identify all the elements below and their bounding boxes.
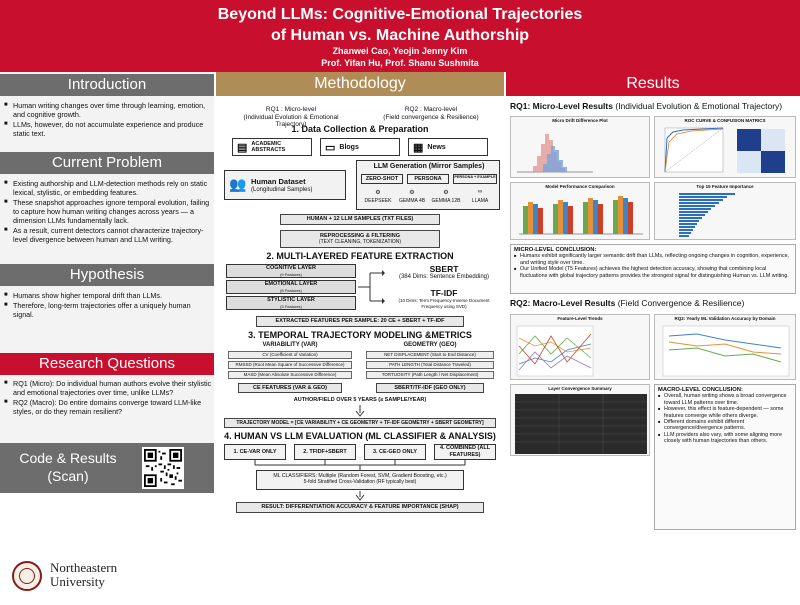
results-heading: Results [506, 72, 800, 96]
source-news [408, 138, 488, 156]
eval-ce-geo: 3. CE-GEO ONLY [364, 444, 426, 460]
author-field-label: AUTHOR/FIELD OVER 5 YEARS (≥ SAMPLE/YEAR) [293, 397, 427, 403]
rq2-results-sub: (Field Convergence & Resilience) [617, 298, 745, 308]
feature-trends-title: Feature-Level Trends [557, 316, 603, 321]
university-name-line1: Northeastern [50, 560, 118, 575]
problem-list [4, 179, 212, 245]
stylistic-layer-label: STYLISTIC LAYER [267, 297, 315, 303]
layer-convergence-panel [510, 384, 650, 456]
rq-item: ■ RQ1 (Micro): Do individual human authors evolve their stylistic and emotional trajectories over time, unlike LLMs? [4, 379, 212, 397]
step4-title: 4. HUMAN VS LLM EVALUATION (ML CLASSIFIER & ANALYSIS) [224, 431, 496, 441]
model-deepseek: DEEPSEEK [364, 198, 392, 204]
llm-generation-box [356, 160, 500, 210]
macro-conclusion [654, 384, 796, 530]
sbert-sub: (384 Dims: Sentence Embedding) [398, 274, 490, 280]
micro-conclusion [510, 244, 796, 294]
poster-header [0, 0, 800, 72]
model-gemma12b: GEMMA 12B [431, 198, 461, 204]
var-metric-masd: MASD (Mean Absolute Successive Difference) [228, 371, 352, 379]
eval-ce-var: 1. CE-VAR ONLY [224, 444, 286, 460]
newspaper-icon: ▦ [413, 141, 424, 154]
model-icon: ⚙ [375, 190, 381, 196]
feature-importance-panel [654, 182, 796, 240]
cognitive-layer-sub: (9 Features) [280, 272, 302, 277]
geo-metric-tortuosity: TORTUOSITY (Path Length / Net Displacement) [366, 371, 494, 379]
result-bar: RESULT: DIFFERENTIATION ACCURACY & FEATURE IMPORTANCE (SHAP) [236, 502, 484, 513]
poster-title-line2: of Human vs. Machine Authorship [270, 27, 530, 44]
micro-drift-plot [510, 116, 650, 178]
micro-drift-histogram [515, 126, 595, 176]
cognitive-layer [226, 264, 356, 278]
macro-conclusion-item: ■ LLM providers also vary, with some aligning more closely with human trajectories than others. [658, 432, 792, 445]
step1-title: 1. Data Collection & Preparation [291, 124, 429, 134]
zero-shot-box: ZERO-SHOT [361, 174, 403, 184]
source-abstracts-label: ACADEMIC ABSTRACTS [251, 141, 286, 153]
hypothesis-list [4, 291, 212, 320]
rq1-subtitle: (Individual Evolution & Emotional Trajectory) [243, 113, 339, 128]
emotional-layer [226, 280, 356, 294]
down-arrow-icon [355, 405, 365, 417]
persona-example-box: PERSONA + EXAMPLE [453, 174, 497, 184]
feature-trends-panel [510, 314, 650, 380]
samples-bar: HUMAN + 12 LLM SAMPLES (TXT FILES) [280, 214, 440, 225]
rq1-title: RQ1 : Micro-level [265, 106, 317, 113]
roc-confusion-title: ROC CURVE & CONFUSION MATRICS [684, 118, 766, 123]
tfidf-label: TF-IDF [430, 288, 458, 298]
research-questions-heading: Research Questions [0, 353, 214, 375]
human-dataset-sub: (Longitudinal Samples) [251, 187, 313, 193]
rq2-subtitle: (Field convergence & Resilience) [383, 113, 479, 121]
rq1-results-label: RQ1: Micro-Level Results [510, 101, 613, 111]
human-dataset-label: Human Dataset [251, 177, 306, 186]
methodology-heading: Methodology [216, 72, 504, 96]
stylistic-layer [226, 296, 356, 310]
methodology-column [216, 72, 504, 533]
intro-list [4, 101, 212, 139]
ml-classifiers-label: ML CLASSIFIERS: Multiple (Random Forest, SVM, Gradient Boosting, etc.) [273, 473, 447, 479]
intro-heading: Introduction [0, 74, 214, 96]
model-icon: ⚙ [443, 190, 449, 196]
geometry-title: GEOMETRY (GEO) [403, 342, 457, 348]
rq2-title: RQ2 : Macro-level [404, 106, 458, 113]
source-abstracts [232, 138, 312, 156]
book-icon: ▤ [237, 141, 248, 154]
rq1-results-title [510, 101, 782, 111]
eval-connector-icon [224, 460, 496, 470]
reprocessing-box [280, 230, 440, 248]
emotional-layer-sub: (8 Features) [280, 288, 302, 293]
results-column [506, 72, 800, 533]
advisors: Prof. Yifan Hu, Prof. Shanu Sushmita [321, 58, 479, 68]
feature-importance-bars [659, 192, 739, 238]
llm-models-row [361, 189, 497, 207]
micro-conclusion-title: MICRO-LEVEL CONCLUSION: [514, 247, 597, 253]
model-icon: ∞ [477, 189, 483, 195]
ce-features-bar: CE FEATURES (VAR & GEO) [238, 383, 342, 393]
roc-confusion-panel [654, 116, 796, 178]
sbert-block [388, 264, 500, 280]
eval-tfidf-sbert: 2. TFIDF+SBERT [294, 444, 356, 460]
code-results-section [0, 443, 214, 493]
problem-heading: Current Problem [0, 152, 214, 174]
rq2-label [376, 106, 486, 121]
human-dataset-box [224, 170, 346, 200]
problem-item: ■ As a result, current detectors cannot characterize trajectory-level divergence between human and LLM writing. [4, 226, 212, 244]
feature-trends-chart [515, 324, 595, 378]
model-performance-title: Model Performance Comparison [545, 184, 615, 189]
rq1-results-sub: (Individual Evolution & Emotional Trajectory) [615, 101, 783, 111]
macro-conclusion-title: MACRO-LEVEL CONCLUSION: [658, 387, 743, 393]
macro-conclusion-item: ■ However, this effect is feature-dependent — some features converge while others diverge. [658, 406, 792, 419]
monitor-icon: ▭ [325, 141, 336, 154]
source-news-label: News [427, 143, 446, 151]
stylistic-layer-sub: (3 Features) [280, 304, 302, 309]
model-llama: LLAMA [471, 198, 489, 204]
university-seal-icon [12, 561, 42, 591]
authors: Zhanwei Cao, Yeojin Jenny Kim [332, 46, 468, 56]
variability-title: VARIABILITY (VAR) [262, 342, 318, 348]
yearly-accuracy-panel [654, 314, 796, 380]
micro-drift-title: Micro Drift Difference Plot [552, 118, 608, 123]
reprocessing-sub: (TEXT CLEANING, TOKENIZATION) [318, 239, 402, 245]
feature-importance-title: Top 15 Feature Importance [696, 184, 754, 189]
extraction-arrow-icon [356, 267, 386, 309]
ml-classifiers-sub: 5-fold Stratified Cross-Validation (RF typically best) [303, 479, 417, 485]
code-results-title: Code & Results (Scan) [19, 450, 117, 484]
people-icon: 👥 [229, 176, 247, 192]
model-gemma4b: GEMMA 4B [398, 198, 426, 204]
university-name [50, 561, 117, 589]
emotional-layer-label: EMOTIONAL LAYER [264, 281, 318, 287]
model-performance-panel [510, 182, 650, 240]
intro-item: ■ LLMs, however, do not accumulate experience and produce static text. [4, 120, 212, 138]
macro-conclusion-item: ■ Overall, human writing shows a broad convergence toward LLM patterns over time. [658, 393, 792, 406]
university-name-line2: University [50, 574, 105, 589]
ml-classifiers-box [256, 470, 464, 490]
layer-convergence-table [515, 394, 647, 454]
model-icon: ⚙ [409, 190, 415, 196]
university-logo-area [0, 493, 214, 605]
down-arrow-icon [355, 491, 365, 501]
llm-generation-title: LLM Generation (Mirror Samples) [373, 163, 485, 170]
problem-item: ■ These snapshot approaches ignore temporal evolution, failing to capture how human writing changes across years — a dimension LLMs fundamentally lack. [4, 198, 212, 225]
step2-title: 2. MULTI-LAYERED FEATURE EXTRACTION [266, 251, 454, 261]
micro-conclusion-item: ■ Humans exhibit significantly larger semantic drift than LLMs, reflecting ongoing changes in cognition, experience, and writing style over time. [514, 253, 792, 266]
rq2-results-title [510, 298, 744, 308]
tfidf-block [388, 288, 500, 309]
var-metric-rmssd: RMSSD (Root Mean Square of Successive Difference) [228, 361, 352, 369]
hypothesis-item: ■ Therefore, long-term trajectories offer a uniquely human signal. [4, 301, 212, 319]
layer-convergence-title: Layer Convergence Summary [548, 386, 612, 391]
rq2-results-label: RQ2: Macro-Level Results [510, 298, 616, 308]
model-performance-bars [515, 192, 647, 238]
persona-box: PERSONA [407, 174, 449, 184]
intro-item: ■ Human writing changes over time through learning, emotion, and cognitive growth. [4, 101, 212, 119]
eval-combined: 4. COMBINED (ALL FEATURES) [434, 444, 496, 460]
source-blogs [320, 138, 400, 156]
roc-curve-chart [661, 126, 725, 176]
poster-title-line1: Beyond LLMs: Cognitive-Emotional Trajectories [217, 6, 583, 23]
macro-conclusion-item: ■ Different domains exhibit different convergence/divergence patterns. [658, 419, 792, 432]
confusion-matrix [733, 127, 791, 175]
trajectory-model-bar: TRAJECTORY MODEL = [CE VARIABILITY + CE GEOMETRY + TF-IDF GEOMETRY + SBERT GEOMETRY] [224, 418, 496, 428]
hypothesis-item: ■ Humans show higher temporal drift than LLMs. [4, 291, 212, 300]
geo-metric-net: NET DISPLACEMENT (Start to End Distance) [366, 351, 494, 359]
rq-item: ■ RQ2 (Macro): Do entire domains converge toward LLM-like styles, or do they remain resilient? [4, 398, 212, 416]
source-blogs-label: Blogs [339, 143, 359, 151]
cognitive-layer-label: COGNITIVE LAYER [266, 265, 316, 271]
sbert-label: SBERT [429, 264, 459, 274]
step3-title: 3. TEMPORAL TRAJECTORY MODELING &METRICS [248, 330, 472, 340]
geo-metric-path: PATH LENGTH (Total Distance Traveled) [366, 361, 494, 369]
left-column [0, 72, 214, 589]
yearly-accuracy-chart [661, 324, 791, 378]
qr-code-icon[interactable] [142, 447, 184, 489]
tfidf-sub: (10 Dims: Term Frequency-Inverse Document Frequency using SVD) [398, 298, 490, 309]
hypothesis-heading: Hypothesis [0, 264, 214, 286]
sbert-tfidf-bar: SBERT/TF-IDF (GEO ONLY) [376, 383, 484, 393]
reprocessing-label: REPROCESSING & FILTERING [320, 233, 400, 239]
problem-item: ■ Existing authorship and LLM-detection methods rely on static lexical, stylistic, or embedding features. [4, 179, 212, 197]
extracted-features-bar: EXTRACTED FEATURES PER SAMPLE: 20 CE + SBERT + TF-IDF [256, 316, 464, 327]
var-metric-cv: CV (Coefficient of Variation) [228, 351, 352, 359]
research-questions-list [4, 379, 212, 417]
yearly-accuracy-title: RQ2: Yearly ML Validation Accuracy by Domain [674, 316, 776, 321]
micro-conclusion-item: ■ Our Unified Model (T5 Features) achieves the highest detection accuracy, showing that combining local fluctuations with global trajectory patterns provides the strongest signal for distinguishing Human vs. LLM writing. [514, 266, 792, 279]
